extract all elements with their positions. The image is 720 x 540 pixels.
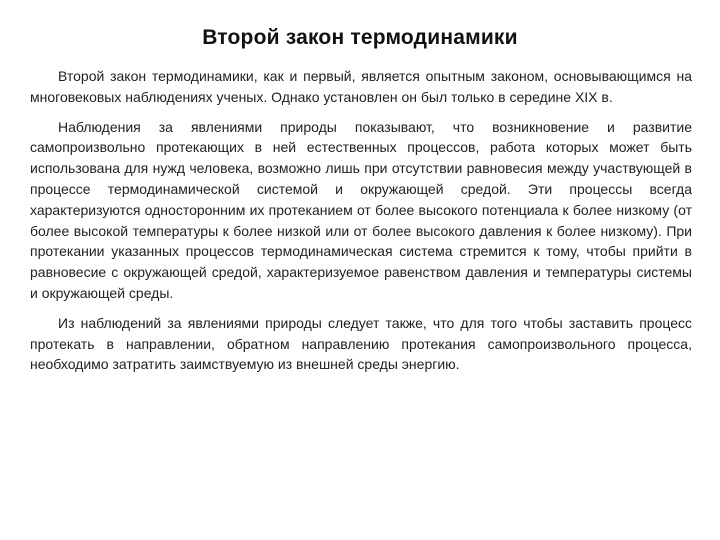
paragraph-observations: Наблюдения за явлениями природы показывают, что возникновение и развитие самопроизвольно протекающих в ней естественных процессов, работа которых может быть использована для нужд человека, возможно лишь при отсутствии равновесия между участвующей в процессе термодинамической системой и окружающей средой. Эти процессы всегда характеризуются односторонним их протеканием от более высокого потенциала к более низкому (от более высокой температуры к более низкой или от более высокого давления к более низкому). При протекании указанных процессов термодинамическая система стремится к тому, чтобы прийти в равновесие с окружающей средой, характеризуемое равенством давления и температуры системы и окружающей среды. xyxy=(30,118,692,301)
paragraph-reverse-process: Из наблюдений за явлениями природы следует также, что для того чтобы заставить процесс протекать в направлении, обратном направлению протекания самопроизвольного процесса, необходимо затратить заимствуемую из внешней среды энергию. xyxy=(30,314,692,373)
paragraph-intro: Второй закон термодинамики, как и первый, является опытным законом, основывающимся на многовековых наблюдениях ученых. Однако установлен он был только в середине XIX в. xyxy=(30,68,692,105)
slide-body xyxy=(30,66,692,384)
slide-title: Второй закон термодинамики xyxy=(202,26,518,49)
